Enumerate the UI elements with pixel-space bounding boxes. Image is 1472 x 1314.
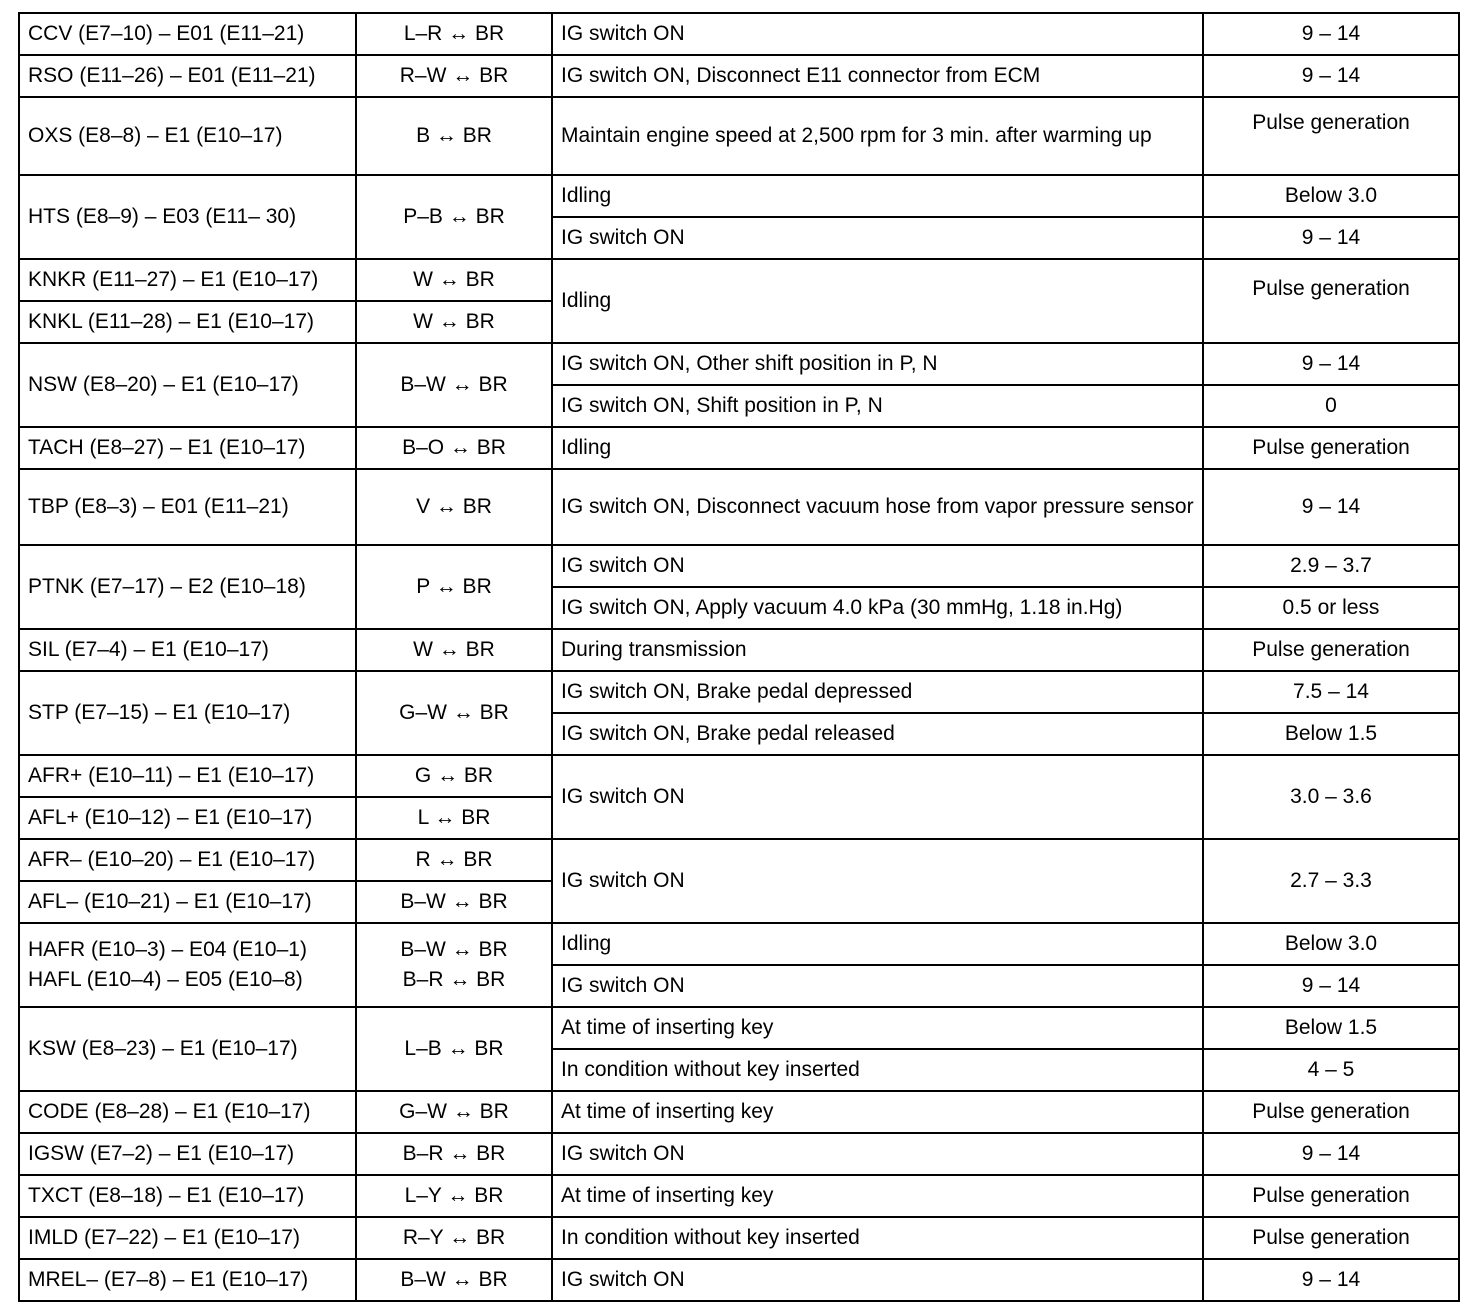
terminal-cell: HAFL (E10–4) – E05 (E10–8) <box>19 965 356 1007</box>
specified-value-cell: Below 3.0 <box>1203 175 1459 217</box>
terminal-cell: KNKR (E11–27) – E1 (E10–17) <box>19 259 356 301</box>
terminal-cell: RSO (E11–26) – E01 (E11–21) <box>19 55 356 97</box>
wiring-color-cell: W ↔ BR <box>356 301 552 343</box>
table-row <box>19 1175 1459 1217</box>
condition-cell: IG switch ON <box>552 1259 1203 1301</box>
table-row <box>19 1217 1459 1259</box>
table-row <box>19 755 1459 797</box>
terminal-cell: KSW (E8–23) – E1 (E10–17) <box>19 1007 356 1091</box>
table-row <box>19 1007 1459 1049</box>
specified-value-cell: 9 – 14 <box>1203 217 1459 259</box>
table-row <box>19 175 1459 217</box>
condition-cell: During transmission <box>552 629 1203 671</box>
specified-value-cell: 9 – 14 <box>1203 965 1459 1007</box>
terminal-voltage-table <box>18 12 1460 1302</box>
specified-value-cell: 9 – 14 <box>1203 343 1459 385</box>
condition-cell: Idling <box>552 923 1203 965</box>
condition-cell: Idling <box>552 175 1203 217</box>
wiring-color-cell: B ↔ BR <box>356 97 552 175</box>
condition-cell: IG switch ON, Disconnect E11 connector from ECM <box>552 55 1203 97</box>
wiring-color-cell: L–B ↔ BR <box>356 1007 552 1091</box>
condition-cell: IG switch ON <box>552 755 1203 839</box>
specified-value-cell: 9 – 14 <box>1203 13 1459 55</box>
wiring-color-cell: R–Y ↔ BR <box>356 1217 552 1259</box>
condition-cell: At time of inserting key <box>552 1007 1203 1049</box>
condition-cell: IG switch ON <box>552 965 1203 1007</box>
wiring-color-cell: L ↔ BR <box>356 797 552 839</box>
wiring-color-cell: L–R ↔ BR <box>356 13 552 55</box>
terminal-cell: NSW (E8–20) – E1 (E10–17) <box>19 343 356 427</box>
condition-cell: Idling <box>552 427 1203 469</box>
table-row <box>19 545 1459 587</box>
specified-value-cell: Below 3.0 <box>1203 923 1459 965</box>
wiring-color-cell: G ↔ BR <box>356 755 552 797</box>
condition-cell: IG switch ON <box>552 13 1203 55</box>
terminal-cell: CCV (E7–10) – E01 (E11–21) <box>19 13 356 55</box>
specified-value-cell: Pulse generation <box>1203 629 1459 671</box>
specified-value-cell: 0.5 or less <box>1203 587 1459 629</box>
table-row <box>19 427 1459 469</box>
table-row <box>19 55 1459 97</box>
wiring-color-cell: G–W ↔ BR <box>356 671 552 755</box>
condition-cell: In condition without key inserted <box>552 1217 1203 1259</box>
terminal-cell: TACH (E8–27) – E1 (E10–17) <box>19 427 356 469</box>
wiring-color-cell: B–O ↔ BR <box>356 427 552 469</box>
specified-value-cell: 4 – 5 <box>1203 1049 1459 1091</box>
terminal-cell: AFR– (E10–20) – E1 (E10–17) <box>19 839 356 881</box>
condition-cell: IG switch ON, Other shift position in P, N <box>552 343 1203 385</box>
terminal-cell: AFL– (E10–21) – E1 (E10–17) <box>19 881 356 923</box>
wiring-color-cell: R–W ↔ BR <box>356 55 552 97</box>
specified-value-cell: 2.7 – 3.3 <box>1203 839 1459 923</box>
terminal-cell: OXS (E8–8) – E1 (E10–17) <box>19 97 356 175</box>
terminal-cell: KNKL (E11–28) – E1 (E10–17) <box>19 301 356 343</box>
table-row <box>19 13 1459 55</box>
specified-value-cell: 9 – 14 <box>1203 1259 1459 1301</box>
condition-cell: IG switch ON <box>552 1133 1203 1175</box>
table-row <box>19 671 1459 713</box>
specified-value-cell: 0 <box>1203 385 1459 427</box>
condition-cell: IG switch ON, Brake pedal released <box>552 713 1203 755</box>
wiring-color-cell: R ↔ BR <box>356 839 552 881</box>
wiring-color-cell: W ↔ BR <box>356 629 552 671</box>
terminal-cell: MREL– (E7–8) – E1 (E10–17) <box>19 1259 356 1301</box>
condition-cell: IG switch ON <box>552 217 1203 259</box>
condition-cell: In condition without key inserted <box>552 1049 1203 1091</box>
table-row <box>19 469 1459 545</box>
specified-value-cell: Pulse generation <box>1203 259 1459 343</box>
specified-value-cell: Pulse generation <box>1203 1217 1459 1259</box>
table-row <box>19 965 1459 1007</box>
terminal-cell: IGSW (E7–2) – E1 (E10–17) <box>19 1133 356 1175</box>
wiring-color-cell: G–W ↔ BR <box>356 1091 552 1133</box>
terminal-cell: TXCT (E8–18) – E1 (E10–17) <box>19 1175 356 1217</box>
table-row <box>19 923 1459 965</box>
wiring-color-cell: B–W ↔ BR <box>356 881 552 923</box>
terminal-cell: PTNK (E7–17) – E2 (E10–18) <box>19 545 356 629</box>
table-row <box>19 839 1459 881</box>
specified-value-cell: Below 1.5 <box>1203 713 1459 755</box>
wiring-color-cell: V ↔ BR <box>356 469 552 545</box>
specified-value-cell: 2.9 – 3.7 <box>1203 545 1459 587</box>
terminal-cell: TBP (E8–3) – E01 (E11–21) <box>19 469 356 545</box>
condition-cell: At time of inserting key <box>552 1091 1203 1133</box>
wiring-color-cell: P–B ↔ BR <box>356 175 552 259</box>
condition-cell: IG switch ON, Disconnect vacuum hose from vapor pressure sensor <box>552 469 1203 545</box>
specified-value-cell: Pulse generation <box>1203 1175 1459 1217</box>
specified-value-cell: Pulse generation <box>1203 427 1459 469</box>
terminal-cell: AFL+ (E10–12) – E1 (E10–17) <box>19 797 356 839</box>
condition-cell: IG switch ON, Apply vacuum 4.0 kPa (30 mmHg, 1.18 in.Hg) <box>552 587 1203 629</box>
terminal-cell: AFR+ (E10–11) – E1 (E10–17) <box>19 755 356 797</box>
table-row <box>19 1133 1459 1175</box>
terminal-cell: CODE (E8–28) – E1 (E10–17) <box>19 1091 356 1133</box>
condition-cell: Maintain engine speed at 2,500 rpm for 3 min. after warming up <box>552 97 1203 175</box>
specified-value-cell: Pulse generation <box>1203 97 1459 175</box>
specified-value-cell: 9 – 14 <box>1203 1133 1459 1175</box>
wiring-color-cell: B–W ↔ BR <box>356 343 552 427</box>
terminal-cell: STP (E7–15) – E1 (E10–17) <box>19 671 356 755</box>
wiring-color-cell: B–W ↔ BR <box>356 1259 552 1301</box>
terminal-cell: IMLD (E7–22) – E1 (E10–17) <box>19 1217 356 1259</box>
condition-cell: Idling <box>552 259 1203 343</box>
table-row <box>19 1259 1459 1301</box>
wiring-color-cell: P ↔ BR <box>356 545 552 629</box>
table-row <box>19 629 1459 671</box>
specified-value-cell: 3.0 – 3.6 <box>1203 755 1459 839</box>
wiring-color-cell: B–R ↔ BR <box>356 965 552 1007</box>
table-row <box>19 97 1459 175</box>
wiring-color-cell: W ↔ BR <box>356 259 552 301</box>
condition-cell: IG switch ON <box>552 545 1203 587</box>
condition-cell: At time of inserting key <box>552 1175 1203 1217</box>
terminal-cell: HAFR (E10–3) – E04 (E10–1) <box>19 923 356 965</box>
condition-cell: IG switch ON, Shift position in P, N <box>552 385 1203 427</box>
specified-value-cell: Pulse generation <box>1203 1091 1459 1133</box>
terminal-cell: SIL (E7–4) – E1 (E10–17) <box>19 629 356 671</box>
terminal-cell: HTS (E8–9) – E03 (E11– 30) <box>19 175 356 259</box>
condition-cell: IG switch ON <box>552 839 1203 923</box>
table-row <box>19 1091 1459 1133</box>
specified-value-cell: 7.5 – 14 <box>1203 671 1459 713</box>
wiring-color-cell: L–Y ↔ BR <box>356 1175 552 1217</box>
wiring-color-cell: B–R ↔ BR <box>356 1133 552 1175</box>
table-row <box>19 343 1459 385</box>
specified-value-cell: Below 1.5 <box>1203 1007 1459 1049</box>
condition-cell: IG switch ON, Brake pedal depressed <box>552 671 1203 713</box>
table-row <box>19 259 1459 301</box>
specified-value-cell: 9 – 14 <box>1203 469 1459 545</box>
specified-value-cell: 9 – 14 <box>1203 55 1459 97</box>
wiring-color-cell: B–W ↔ BR <box>356 923 552 965</box>
